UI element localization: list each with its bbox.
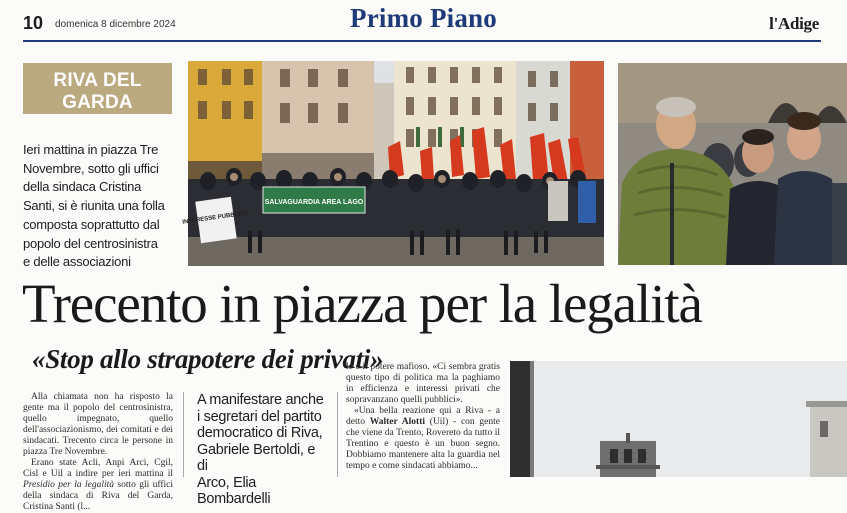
text-run: Erano state Acli, Anpi Arci, Cgil, Cisl e Uil a indire per ieri mattina il bbox=[23, 458, 173, 479]
lead-line: della sindaca Cristina bbox=[23, 179, 142, 195]
lead-paragraph bbox=[23, 141, 173, 272]
pull-quote-line: A manifestare anche bbox=[197, 392, 324, 408]
lead-line: Ieri mattina in piazza Tre bbox=[23, 142, 159, 157]
text-run: (Uil) - con gente che viene da Trento, Rovereto da tutto il Trentino e questo è un buon segno. Dobbiamo mantenere alta la guardia nel tempo e come sindacati abbiamo... bbox=[346, 417, 500, 471]
protest-sign-text: INTERESSE PUBBLICO bbox=[182, 210, 250, 226]
masthead-rule bbox=[23, 40, 821, 42]
page-number: 10 bbox=[23, 13, 44, 33]
paragraph bbox=[23, 458, 173, 513]
lead-line: e delle associazioni bbox=[23, 254, 131, 270]
lead-line: composta soprattutto dal bbox=[23, 216, 160, 232]
pull-quote-line: Arco, Elia Bombardelli bbox=[197, 474, 271, 507]
subheadline: «Stop allo strapotere dei privati» bbox=[32, 344, 384, 374]
italic-title: Presidio per la legalità bbox=[23, 480, 115, 490]
pull-quote-line: democratico di Riva, bbox=[197, 425, 323, 441]
lead-line: popolo del centrosinistra bbox=[23, 235, 158, 251]
article-column-3 bbox=[346, 362, 500, 472]
text-run: sotto gli uffici della sindaca di Riva del Garda, Cristina Santi (l... bbox=[23, 480, 174, 512]
paragraph: le e il potere mafioso. «Ci sembra gratis questo tipo di politica ma la paghiamo in efficienza e interessi privati che sopravanzano quelli pubblici». bbox=[346, 362, 500, 405]
paragraph: Alla chiamata non ha risposto la gente ma il popolo del centrosinistra, quello impegnato, quello dell'associazionismo, dei comitati e dei sindacati. Trecento circa le persone in piazza Tre Novembre. bbox=[23, 392, 173, 457]
headline: Trecento in piazza per la legalità bbox=[22, 273, 702, 334]
newspaper-logo: l'Adige bbox=[769, 14, 819, 33]
crowd-photo bbox=[182, 61, 604, 266]
lead-line: Novembre, sotto gli uffici bbox=[23, 160, 159, 176]
protest-banner-text: SALVAGUARDIA AREA LAGO bbox=[264, 199, 364, 206]
pull-quote-line: Gabriele Bertoldi, e di bbox=[197, 441, 316, 474]
kicker-label: RIVA DEL GARDA bbox=[53, 70, 142, 113]
issue-date: domenica 8 dicembre 2024 bbox=[55, 19, 176, 30]
lead-line: Santi, si è riunita una folla bbox=[23, 198, 165, 214]
pull-quote bbox=[197, 392, 329, 508]
paragraph bbox=[346, 406, 500, 472]
section-title: Primo Piano bbox=[350, 3, 497, 33]
people-photo bbox=[618, 63, 847, 265]
text-run: «Una bella reazione qui a Riva - a detto bbox=[346, 406, 500, 427]
article-column-1 bbox=[23, 392, 173, 513]
bold-name: Walter Alotti bbox=[369, 417, 426, 427]
column-divider bbox=[183, 392, 184, 477]
pull-quote-line: i segretari del partito bbox=[197, 408, 322, 425]
column-divider bbox=[337, 392, 338, 477]
tower-photo bbox=[510, 361, 847, 477]
